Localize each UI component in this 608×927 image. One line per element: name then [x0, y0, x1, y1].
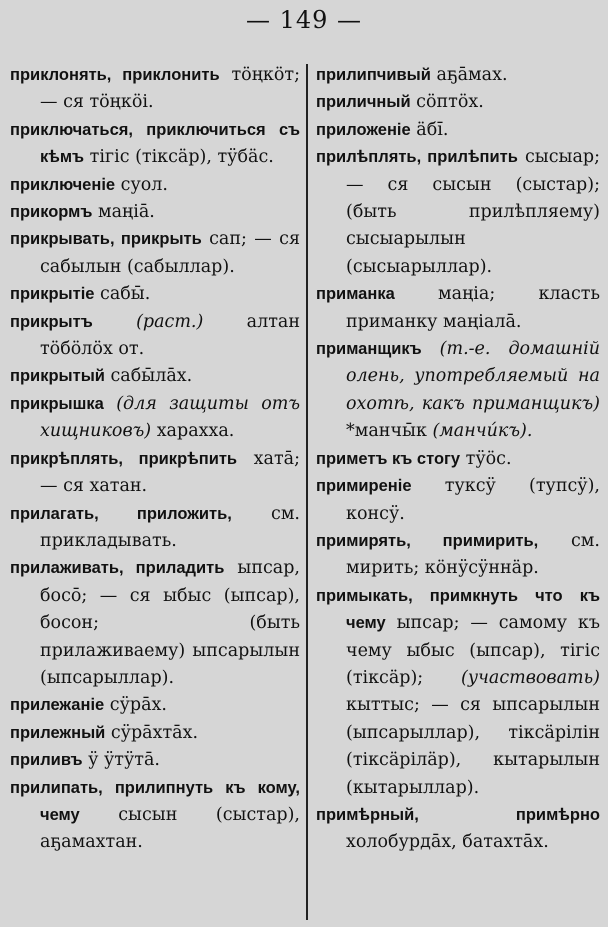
- headword: прилѣплять, прилѣпить: [316, 148, 518, 167]
- headword: прикрытіе: [10, 285, 95, 304]
- entry: [10, 309, 300, 364]
- headword: приметъ къ стогу: [316, 449, 461, 468]
- entry: [10, 281, 300, 308]
- definition: тігіс (тіксӓр), тӱбӓс.: [84, 147, 274, 168]
- definition: ыпсар; — самому къ чему ыбыс (ыпсар), тігіс (тіксӓр);: [346, 613, 600, 688]
- definition: сӱра̄хта̄х.: [105, 722, 199, 743]
- headword: прикрывать, прикрыть: [10, 230, 202, 249]
- entry: [316, 89, 600, 116]
- page-number: — 149 —: [245, 6, 363, 34]
- entry: [10, 555, 300, 692]
- headword: приклонять, приклонить: [10, 66, 220, 84]
- definition: харахха.: [151, 421, 235, 442]
- column-divider: [306, 64, 308, 920]
- definition: сӧптӧх.: [410, 92, 484, 113]
- entry: [10, 501, 300, 556]
- definition: см. мирить; кӧнӱсӱннӓр.: [346, 530, 600, 579]
- entry: [316, 528, 600, 583]
- headword: прикрышка: [10, 394, 104, 413]
- definition: кыттыс; — ся ыпсарылын (ыпсарыллар), тіксӓрілін (тіксӓрілӓр), кытарылын (кытарыллар).: [346, 695, 600, 798]
- headword: прикрытъ: [10, 312, 93, 331]
- definition: маңіа; класть приманку маңіала̄.: [346, 284, 600, 332]
- definition: тӱӧс.: [460, 448, 512, 469]
- entry: [10, 199, 300, 226]
- definition: алтан тӧбӧлӧх от.: [40, 311, 300, 360]
- headword: прилипчивый: [316, 66, 431, 84]
- headword: прикрѣплять, прикрѣпить: [10, 449, 238, 468]
- definition: туксӱ (тупсӱ), консӱ.: [346, 476, 600, 524]
- headword: примѣрный, примѣрно: [316, 805, 600, 824]
- headword: приключеніе: [10, 175, 116, 194]
- definition: аҕа̄мах.: [430, 65, 508, 85]
- right-column: [316, 62, 600, 857]
- entry: [316, 802, 600, 857]
- usage-note: (т.-е. домашній олень, употребляемый на охотѣ, какъ приманщикъ): [346, 339, 600, 414]
- definition: сӱра̄х.: [104, 695, 167, 716]
- headword: прилежаніе: [10, 696, 105, 715]
- definition: хата̄; — ся хатан.: [40, 448, 300, 497]
- headword: приличный: [316, 93, 411, 112]
- definition: маңіа̄.: [92, 202, 155, 223]
- headword: прилежный: [10, 723, 106, 742]
- entry: [10, 117, 300, 172]
- entry: [10, 172, 300, 199]
- entry: [10, 391, 300, 446]
- headword: приманка: [316, 285, 395, 304]
- definition: ӓбі̄.: [410, 119, 449, 140]
- entry: [10, 747, 300, 774]
- usage-note: (раст.): [92, 311, 204, 332]
- entry: [10, 62, 300, 117]
- entry: [10, 446, 300, 501]
- entry: [10, 775, 300, 857]
- headword: прикормъ: [10, 203, 93, 222]
- entry: [10, 363, 300, 390]
- headword: приманщикъ: [316, 340, 422, 359]
- definition: сабы̄.: [94, 284, 151, 305]
- headword: прилипать, прилипнуть къ кому, чему: [10, 778, 300, 824]
- definition: *манчы̄к: [346, 421, 427, 442]
- definition: сысын (сыстар), аҕамахтан.: [40, 804, 300, 853]
- headword: приложеніе: [316, 120, 411, 139]
- headword: приливъ: [10, 751, 83, 770]
- headword: прилагать, приложить,: [10, 504, 232, 523]
- entry: [316, 336, 600, 446]
- entry: [316, 473, 600, 528]
- headword: примиреніе: [316, 477, 412, 496]
- headword: приключаться, приключиться съ кѣмъ: [10, 120, 300, 167]
- definition: ӱ ӱтӱта̄.: [82, 750, 160, 771]
- definition: суол.: [115, 174, 168, 195]
- definition: ыпсар, босо̄; — ся ыбыс (ыпсар), босон; (быть прилаживаему) ыпсарылын (ыпсарыллар).: [40, 558, 300, 688]
- definition: см. прикладывать.: [40, 503, 300, 551]
- entry: [316, 144, 600, 281]
- entry: [316, 583, 600, 802]
- entry: [316, 117, 600, 144]
- entry: [10, 226, 300, 281]
- definition: сысыар; — ся сысын (сыстар); (быть прилѣпляему) сысыарылын (сысыарыллар).: [346, 147, 600, 277]
- left-column: [10, 62, 300, 857]
- usage-note: (участвовать): [423, 667, 600, 688]
- entry: [316, 281, 600, 336]
- headword: прилаживать, приладить: [10, 559, 225, 578]
- definition: сабы̄ла̄х.: [104, 366, 193, 387]
- headword: прикрытый: [10, 367, 105, 386]
- entry: [316, 446, 600, 473]
- definition: холобурда̄х, батахта̄х.: [346, 832, 549, 853]
- entry: [10, 692, 300, 719]
- entry: [316, 62, 600, 89]
- headword: примыкать, примкнуть что къ чему: [316, 586, 600, 633]
- definition: тӧңкӧт; — ся тӧңкӧі.: [40, 65, 300, 113]
- headword: примирять, примирить,: [316, 531, 539, 550]
- entry: [10, 720, 300, 747]
- usage-note: (для защиты отъ хищниковъ): [40, 393, 300, 442]
- definition: сап; — ся сабылын (сабыллар).: [40, 229, 301, 277]
- usage-note: (манчи́къ).: [426, 421, 533, 442]
